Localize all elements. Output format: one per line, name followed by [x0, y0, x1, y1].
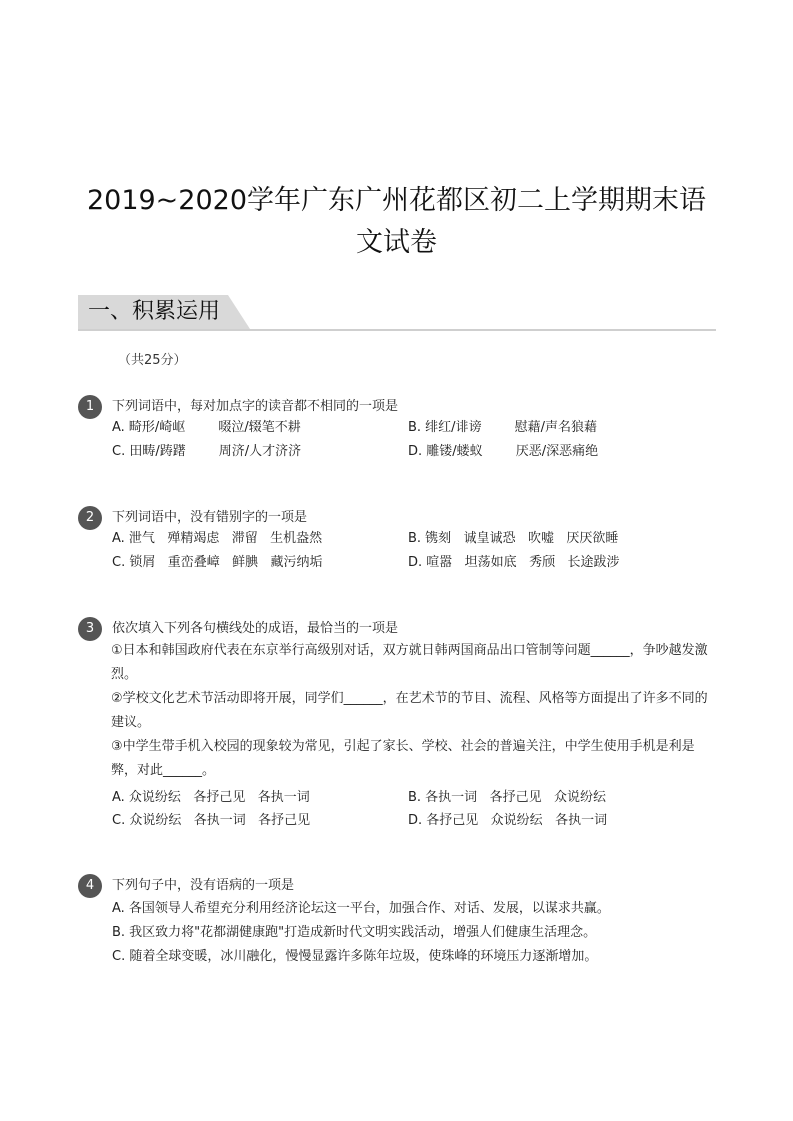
- exam-title-line1: 2019~2020学年广东广州花都区初二上学期期末语: [86, 185, 707, 216]
- fill-blank-sentence-2: ②学校文化艺术节活动即将开展，同学们______，在艺术节的节目、流程、风格等方面提出了许多不同的建议。: [111, 691, 708, 730]
- option-b: B. 绯红/诽谤 慰藉/声名狼藉: [408, 420, 598, 435]
- option-b: B. 镌刻 诚皇诚恐 吹嘘 厌厌欲睡: [408, 531, 619, 546]
- option-row: [112, 529, 712, 549]
- question-stem: 下列句子中，没有语病的一项是: [112, 878, 295, 893]
- question-number-badge: 1: [78, 395, 102, 419]
- option-a: A. 泄气 殚精竭虑 滞留 生机盎然: [112, 531, 323, 546]
- option-c: C. 田畴/踌躇 周济/人才济济: [112, 444, 302, 459]
- option-a: A. 众说纷纭 各抒己见 各执一词: [112, 790, 310, 805]
- fill-blank-sentence-3: ③中学生带手机入校园的现象较为常见，引起了家长、学校、社会的普遍关注，中学生使用手机是利是弊，对此______。: [111, 739, 695, 778]
- option-row: [112, 442, 712, 462]
- option-c: C. 众说纷纭 各执一词 各抒己见: [112, 813, 311, 828]
- section-header: [78, 295, 716, 331]
- question-stem: 下列词语中，没有错别字的一项是: [112, 510, 308, 525]
- question-number-badge: 3: [78, 617, 102, 641]
- option-b: B. 各执一词 各抒己见 众说纷纭: [408, 790, 606, 805]
- question-number-badge: 2: [78, 506, 102, 530]
- section-points: （共25分）: [118, 353, 187, 368]
- section-title: 一、积累运用: [88, 299, 221, 324]
- option-a: A. 各国领导人希望充分利用经济论坛这一平台，加强合作、对话、发展，以谋求共赢。: [112, 901, 610, 916]
- option-c: C. 锁屑 重峦叠嶂 鲜腆 藏污纳垢: [112, 555, 323, 570]
- option-d: D. 喧嚣 坦荡如底 秀颀 长途跋涉: [408, 555, 620, 570]
- option-b: B. 我区致力将"花都湖健康跑"打造成新时代文明实践活动，增强人们健康生活理念。: [112, 925, 597, 940]
- section-divider: [78, 329, 716, 331]
- option-row: [112, 811, 712, 831]
- option-row: [112, 553, 712, 573]
- fill-blank-sentence-1: ①日本和韩国政府代表在东京举行高级别对话，双方就日韩两国商品出口管制等问题______，争吵越发激烈。: [111, 643, 708, 682]
- option-d: D. 雕镂/蝼蚁 厌恶/深恶痛绝: [408, 444, 599, 459]
- option-d: D. 各抒己见 众说纷纭 各执一词: [408, 813, 608, 828]
- exam-title: [60, 180, 733, 264]
- option-a: A. 畸形/崎岖 啜泣/辍笔不耕: [112, 420, 301, 435]
- option-row: [112, 788, 712, 808]
- question-number-badge: 4: [78, 874, 102, 898]
- question-stem: 依次填入下列各句横线处的成语，最恰当的一项是: [112, 621, 399, 636]
- option-row: [112, 418, 712, 438]
- question-stem: 下列词语中，每对加点字的读音都不相同的一项是: [112, 399, 399, 414]
- option-c: C. 随着全球变暖，冰川融化，慢慢显露许多陈年垃圾，使珠峰的环境压力逐渐增加。: [112, 949, 598, 964]
- exam-title-line2: 文试卷: [356, 227, 437, 258]
